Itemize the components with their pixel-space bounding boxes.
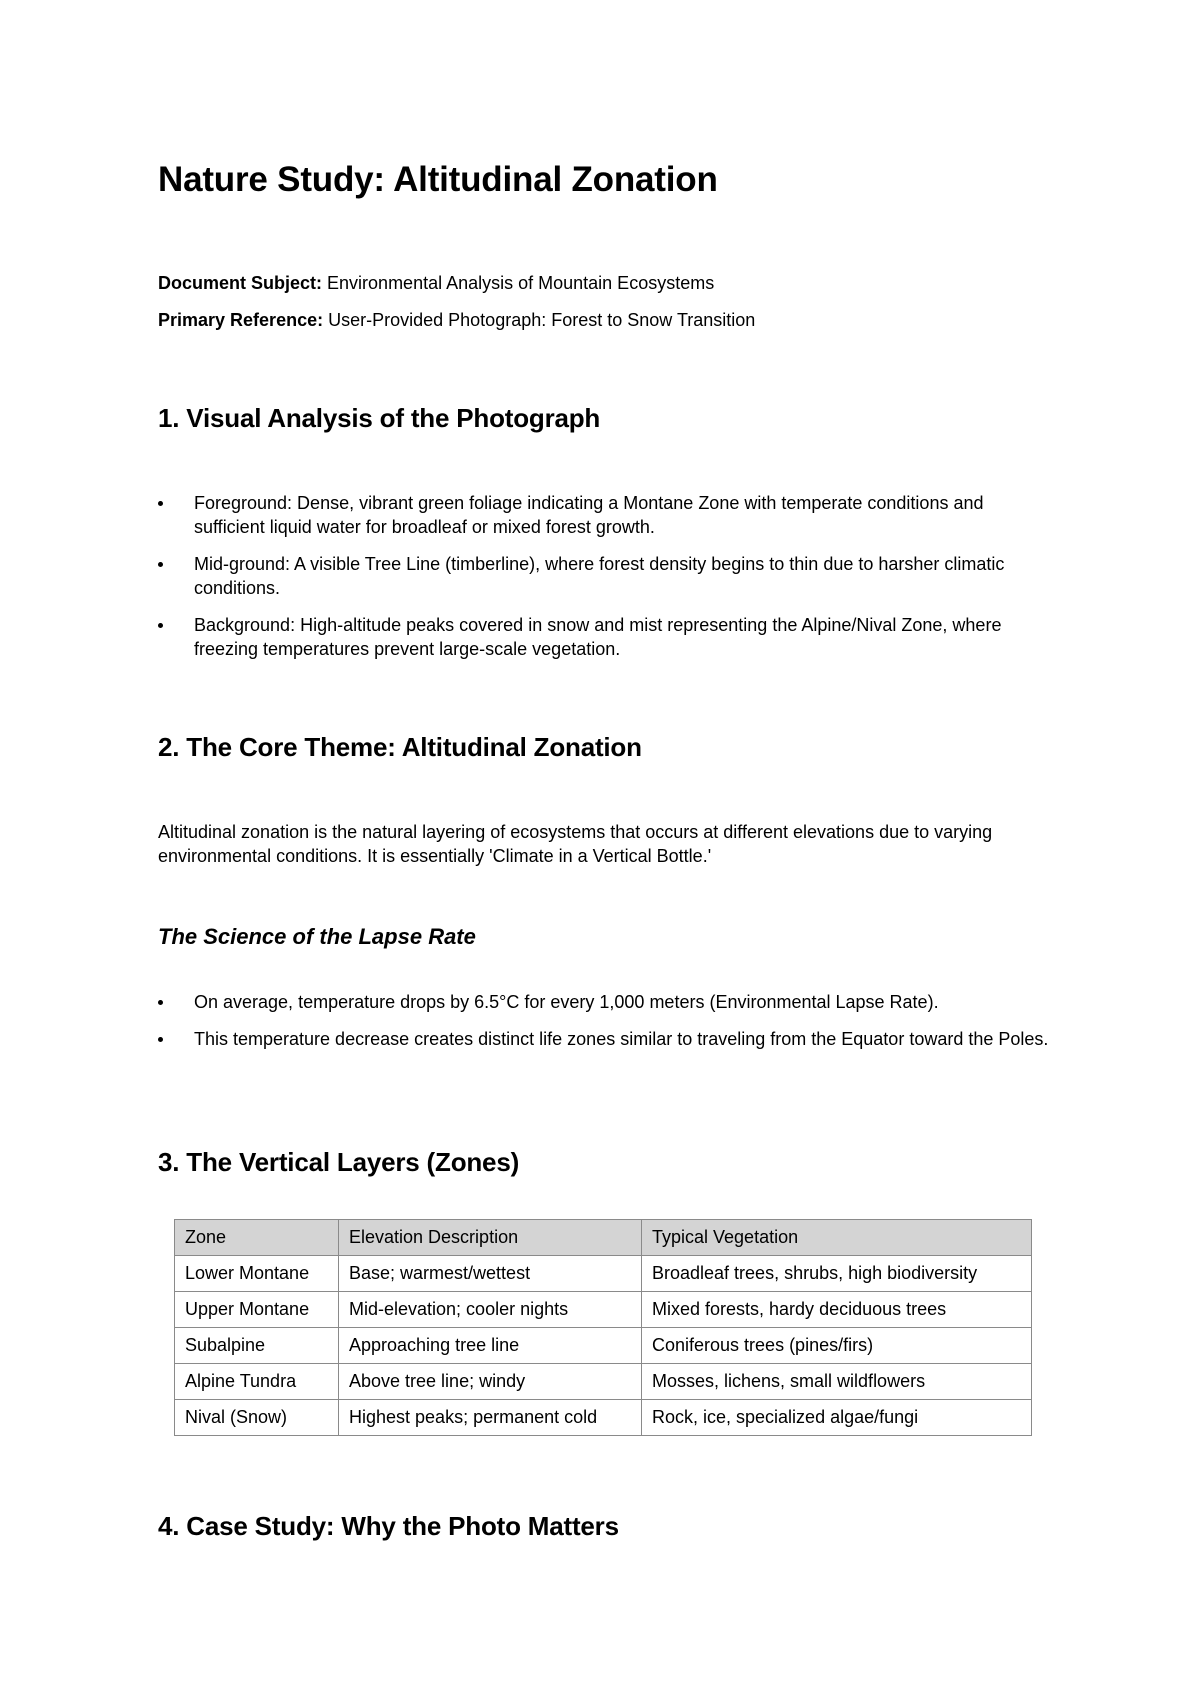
section-2-bullet-list [158,990,1058,1064]
section-4-heading: 4. Case Study: Why the Photo Matters [158,1511,619,1541]
list-item [158,990,1058,1014]
zones-table [174,1219,1032,1436]
table-header-row [175,1220,1032,1256]
bullet-icon [158,562,163,567]
table-cell: Upper Montane [175,1292,339,1328]
table-cell: Coniferous trees (pines/firs) [642,1328,1032,1364]
table-cell: Mid-elevation; cooler nights [339,1292,642,1328]
table-cell: Mixed forests, hardy deciduous trees [642,1292,1032,1328]
table-header-cell: Typical Vegetation [642,1220,1032,1256]
list-item-text: On average, temperature drops by 6.5°C for every 1,000 meters (Environmental Lapse Rate). [194,992,939,1012]
primary-reference-value: User-Provided Photograph: Forest to Snow Transition [328,310,756,330]
bullet-icon [158,623,163,628]
section-2-subheading: The Science of the Lapse Rate [158,924,476,949]
bullet-icon [158,501,163,506]
list-item [158,491,1058,539]
table-cell: Highest peaks; permanent cold [339,1400,642,1436]
list-item [158,1027,1058,1051]
primary-reference-line [158,308,755,332]
section-1-bullet-list [158,491,1058,674]
list-item-text: Background: High-altitude peaks covered in snow and mist representing the Alpine/Nival Zone, where freezing temperatures prevent large-scale vegetation. [194,615,1002,659]
document-subject-value: Environmental Analysis of Mountain Ecosystems [327,273,715,293]
table-row [175,1364,1032,1400]
table-cell: Subalpine [175,1328,339,1364]
document-subject-label: Document Subject: [158,273,323,293]
bullet-icon [158,1037,163,1042]
table-cell: Approaching tree line [339,1328,642,1364]
list-item [158,613,1058,661]
list-item-text: Foreground: Dense, vibrant green foliage indicating a Montane Zone with temperate conditions and sufficient liquid water for broadleaf or mixed forest growth. [194,493,984,537]
table-cell: Broadleaf trees, shrubs, high biodiversity [642,1256,1032,1292]
table-row [175,1328,1032,1364]
list-item [158,552,1058,600]
table-cell: Base; warmest/wettest [339,1256,642,1292]
table-row [175,1256,1032,1292]
list-item-text: This temperature decrease creates distinct life zones similar to traveling from the Equator toward the Poles. [194,1029,1049,1049]
table-cell: Rock, ice, specialized algae/fungi [642,1400,1032,1436]
table-cell: Nival (Snow) [175,1400,339,1436]
list-item-text: Mid-ground: A visible Tree Line (timberline), where forest density begins to thin due to harsher climatic conditions. [194,554,1005,598]
section-1-heading: 1. Visual Analysis of the Photograph [158,403,601,433]
table-header-cell: Elevation Description [339,1220,642,1256]
table-cell: Lower Montane [175,1256,339,1292]
table-cell: Above tree line; windy [339,1364,642,1400]
document-title: Nature Study: Altitudinal Zonation [158,160,718,199]
bullet-icon [158,1000,163,1005]
section-3-heading: 3. The Vertical Layers (Zones) [158,1147,520,1177]
section-2-paragraph: Altitudinal zonation is the natural layering of ecosystems that occurs at different elevations due to varying environmental conditions. It is essentially 'Climate in a Vertical Bottle.' [158,822,993,866]
table-header-cell: Zone [175,1220,339,1256]
table-cell: Mosses, lichens, small wildflowers [642,1364,1032,1400]
section-2-heading: 2. The Core Theme: Altitudinal Zonation [158,732,642,762]
document-subject-line [158,271,714,295]
table-row [175,1292,1032,1328]
primary-reference-label: Primary Reference: [158,310,324,330]
table-cell: Alpine Tundra [175,1364,339,1400]
table-row [175,1400,1032,1436]
